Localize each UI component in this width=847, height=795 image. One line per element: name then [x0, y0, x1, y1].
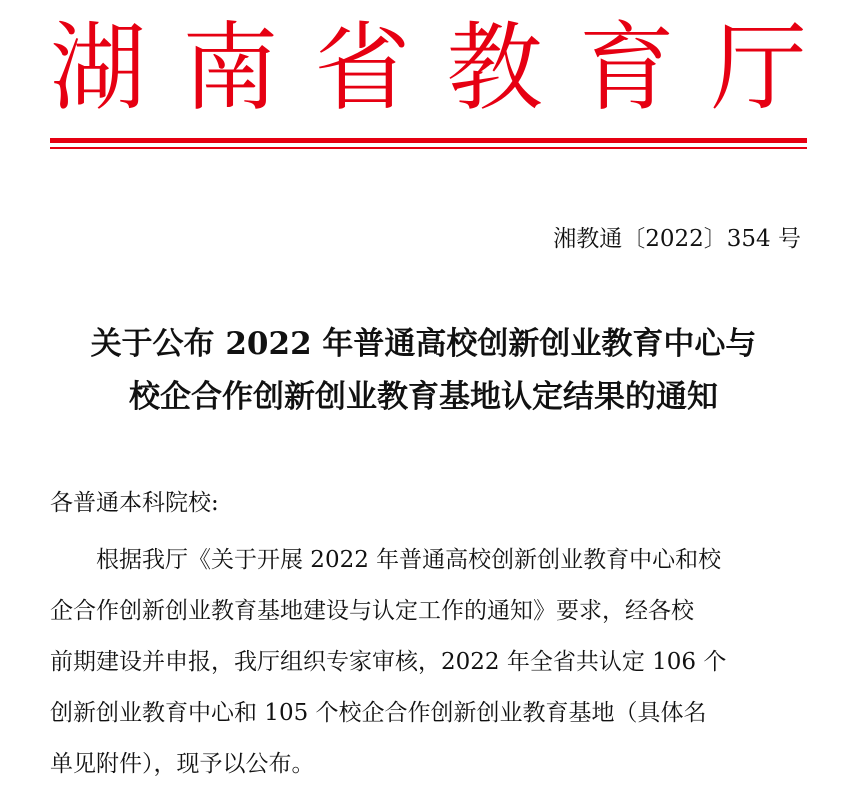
body-line: 根据我厅《关于开展 2022 年普通高校创新创业教育中心和校 — [96, 547, 722, 573]
masthead-char: 厅 — [710, 11, 807, 124]
body-line: 企合作创新创业教育基地建设与认定工作的通知》要求，经各校 — [50, 598, 694, 624]
masthead-char: 教 — [446, 11, 543, 124]
body-paragraph — [50, 535, 810, 790]
document-number: 湘教通〔2022〕354 号 — [553, 226, 801, 252]
masthead-char: 育 — [578, 11, 675, 124]
body-line: 创新创业教育中心和 105 个校企合作创新创业教育基地（具体名 — [50, 700, 707, 726]
masthead-divider-thin — [50, 147, 807, 149]
title-line-2: 校企合作创新创业教育基地认定结果的通知 — [129, 379, 718, 415]
masthead-title — [50, 10, 807, 125]
salutation: 各普通本科院校: — [50, 490, 219, 516]
masthead-divider-thick — [50, 138, 807, 143]
body-line: 单见附件），现予以公布。 — [50, 751, 315, 777]
title-line-1: 关于公布 2022 年普通高校创新创业教育中心与 — [90, 326, 757, 362]
masthead-char: 省 — [314, 11, 411, 124]
body-line: 前期建设并申报，我厅组织专家审核，2022 年全省共认定 106 个 — [50, 649, 727, 675]
masthead-char: 湖 — [50, 11, 146, 124]
masthead-char: 南 — [182, 11, 279, 124]
document-title — [40, 318, 807, 424]
